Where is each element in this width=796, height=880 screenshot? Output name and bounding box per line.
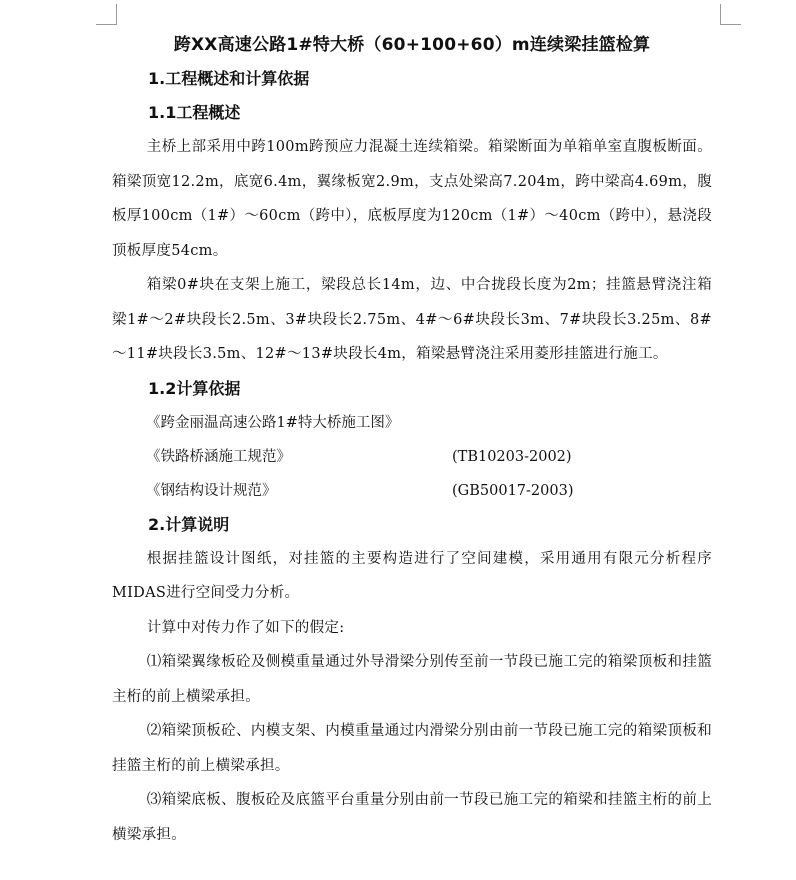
reference-code: (TB10203-2002)	[452, 448, 572, 465]
assumption-3: ⑶箱梁底板、腹板砼及底篮平台重量分别由前一节段已施工完的箱梁和挂篮主桁的前上横梁承担。	[112, 792, 712, 843]
assumption-1: ⑴箱梁翼缘板砼及侧模重量通过外导滑梁分别传至前一节段已施工完的箱梁顶板和挂篮主桁的前上横梁承担。	[112, 654, 712, 705]
reference-code: (GB50017-2003)	[452, 482, 574, 499]
heading-1: 1.工程概述和计算依据	[148, 69, 310, 88]
reference-item	[112, 440, 712, 474]
reference-item	[112, 474, 712, 508]
paragraph-calc-2: 计算中对传力作了如下的假定:	[146, 619, 345, 636]
reference-name: 《钢结构设计规范》	[146, 482, 277, 499]
paragraph-calc-1: 根据挂篮设计图纸，对挂篮的主要构造进行了空间建模，采用通用有限元分析程序MIDAS进行空间受力分析。	[112, 550, 712, 601]
reference-name: 《铁路桥涵施工规范》	[146, 448, 291, 465]
assumption-2: ⑵箱梁顶板砼、内模支架、内模重量通过内滑梁分别由前一节段已施工完的箱梁顶板和挂篮主桁的前上横梁承担。	[112, 723, 712, 774]
reference-name: 《跨金丽温高速公路1#特大桥施工图》	[146, 414, 400, 431]
crop-mark-top-left	[96, 4, 117, 25]
paragraph-overview-1: 主桥上部采用中跨100m跨预应力混凝土连续箱梁。箱梁断面为单箱单室直腹板断面。箱梁顶宽12.2m，底宽6.4m，翼缘板宽2.9m，支点处梁高7.204m，跨中梁高4.69m，腹板厚100cm（1#）～60cm（跨中），底板厚度为120cm（1#）～40cm（跨中），悬浇段顶板厚度54cm。	[112, 139, 712, 259]
paragraph-overview-2: 箱梁0#块在支架上施工，梁段总长14m，边、中合拢段长度为2m；挂篮悬臂浇注箱梁1#～2#块段长2.5m、3#块段长2.75m、4#～6#块段长3m、7#块段长3.25m、8#～11#块段长3.5m、12#～13#块段长4m，箱梁悬臂浇注采用菱形挂篮进行施工。	[112, 277, 712, 362]
heading-2: 2.计算说明	[148, 514, 230, 534]
heading-1-1: 1.1工程概述	[148, 103, 241, 122]
document-body	[112, 28, 712, 852]
crop-mark-top-right	[720, 4, 741, 25]
reference-item	[112, 406, 712, 440]
document-title: 跨XX高速公路1#特大桥（60+100+60）m连续梁挂篮检算	[173, 35, 651, 55]
heading-1-2: 1.2计算依据	[148, 378, 241, 398]
